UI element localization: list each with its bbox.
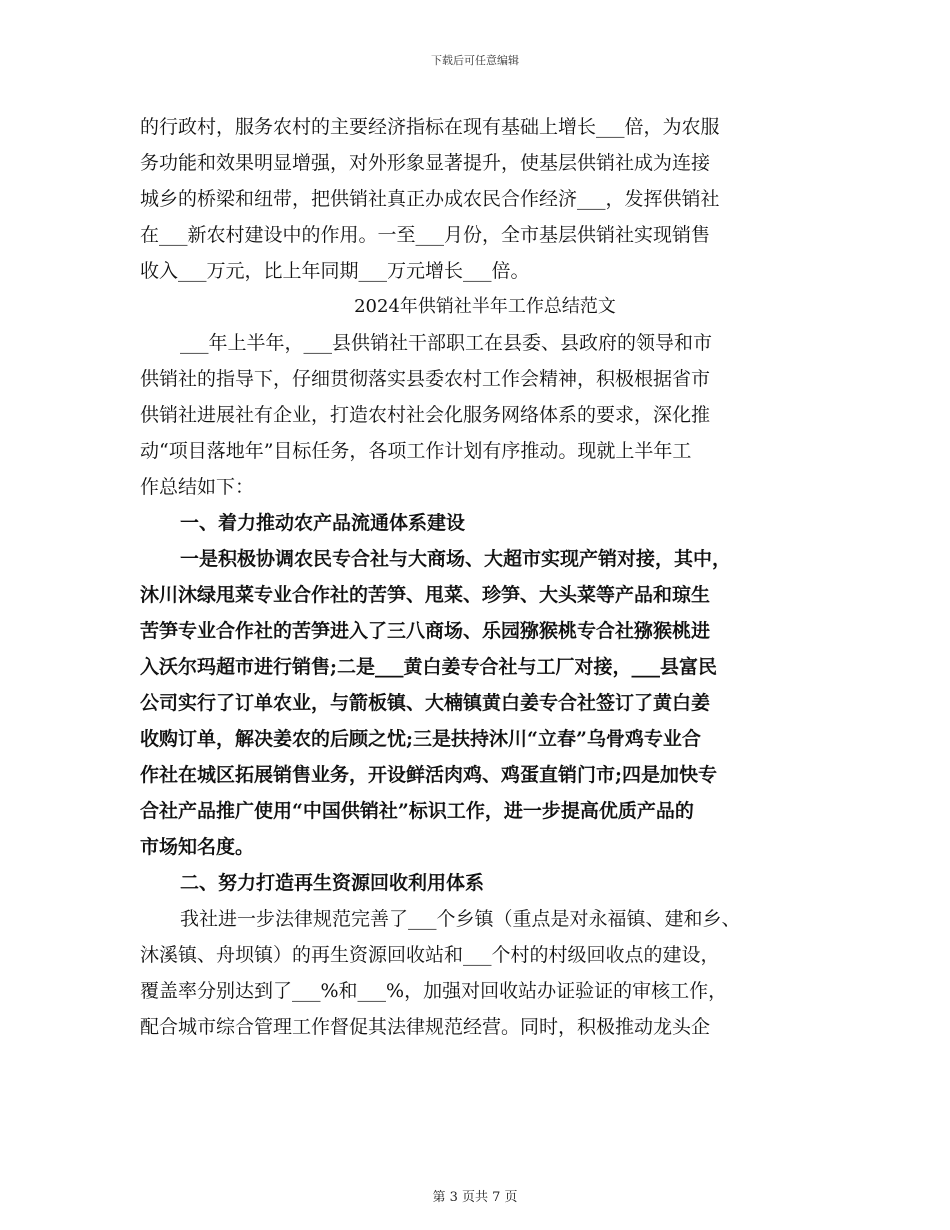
text-line: 作社在城区拓展销售业务，开设鲜活肉鸡、鸡蛋直销门市;四是加快专 (140, 764, 718, 786)
text-line: 公司实行了订单农业，与箭板镇、大楠镇黄白姜专合社签订了黄白姜 (140, 692, 711, 714)
document-title: 2024年供销社半年工作总结范文 (354, 296, 616, 317)
text-line: 供销社进展社有企业，打造农村社会化服务网络体系的要求，深化推 (140, 404, 711, 426)
section-line: 二、努力打造再生资源回收利用体系 (180, 872, 485, 894)
text-line: 市场知名度。 (140, 836, 255, 858)
text-line: 动“项目落地年”目标任务，各项工作计划有序推动。现就上半年工 (140, 440, 692, 462)
page-header: 下载后可任意编辑 (431, 54, 519, 67)
document-body (140, 109, 830, 1045)
text-line: 配合城市综合管理工作督促其法律规范经营。同时，积极推动龙头企 (140, 1016, 711, 1038)
text-line: 沐溪镇、舟坝镇）的再生资源回收站和___个村的村级回收点的建设， (140, 944, 720, 966)
text-line: 合社产品推广使用“中国供销社”标识工作，进一步提高优质产品的 (140, 800, 694, 822)
text-line: 收入___万元，比上年同期___万元增长___倍。 (140, 260, 530, 282)
text-line: 务功能和效果明显增强，对外形象显著提升，使基层供销社成为连接 (140, 152, 711, 174)
text-line: ___年上半年，___县供销社干部职工在县委、县政府的领导和市 (180, 332, 713, 354)
page-footer: 第 3 页共 7 页 (432, 1190, 518, 1205)
text-line: 的行政村，服务农村的主要经济指标在现有基础上增长___倍，为农服 (140, 116, 720, 138)
text-line: 苦笋专业合作社的苦笋进入了三八商场、乐园猕猴桃专合社猕猴桃进 (140, 620, 711, 642)
text-line: 城乡的桥梁和纽带，把供销社真正办成农民合作经济___，发挥供销社 (140, 188, 720, 210)
text-line: 供销社的指导下，仔细贯彻落实县委农村工作会精神，积极根据省市 (140, 368, 711, 390)
text-line: 在___新农村建设中的作用。一至___月份，全市基层供销社实现销售 (140, 224, 711, 246)
text-line: 我社进一步法律规范完善了___个乡镇（重点是对永福镇、建和乡、 (180, 908, 741, 930)
section-line: 一、着力推动农产品流通体系建设 (180, 512, 466, 534)
text-line: 作总结如下： (140, 476, 255, 498)
text-line: 沐川沐绿甩菜专业合作社的苦笋、甩菜、珍笋、大头菜等产品和琼生 (140, 584, 711, 606)
text-line: 覆盖率分别达到了___%和___%，加强对回收站办证验证的审核工作， (140, 980, 728, 1002)
section-line: 一是积极协调农民专合社与大商场、大超市实现产销对接，其中， (180, 548, 732, 570)
text-line: 收购订单，解决姜农的后顾之忧;三是扶持沐川“立春”乌骨鸡专业合 (140, 728, 701, 750)
text-line: 入沃尔玛超市进行销售;二是___黄白姜专合社与工厂对接，___县富民 (140, 656, 718, 678)
